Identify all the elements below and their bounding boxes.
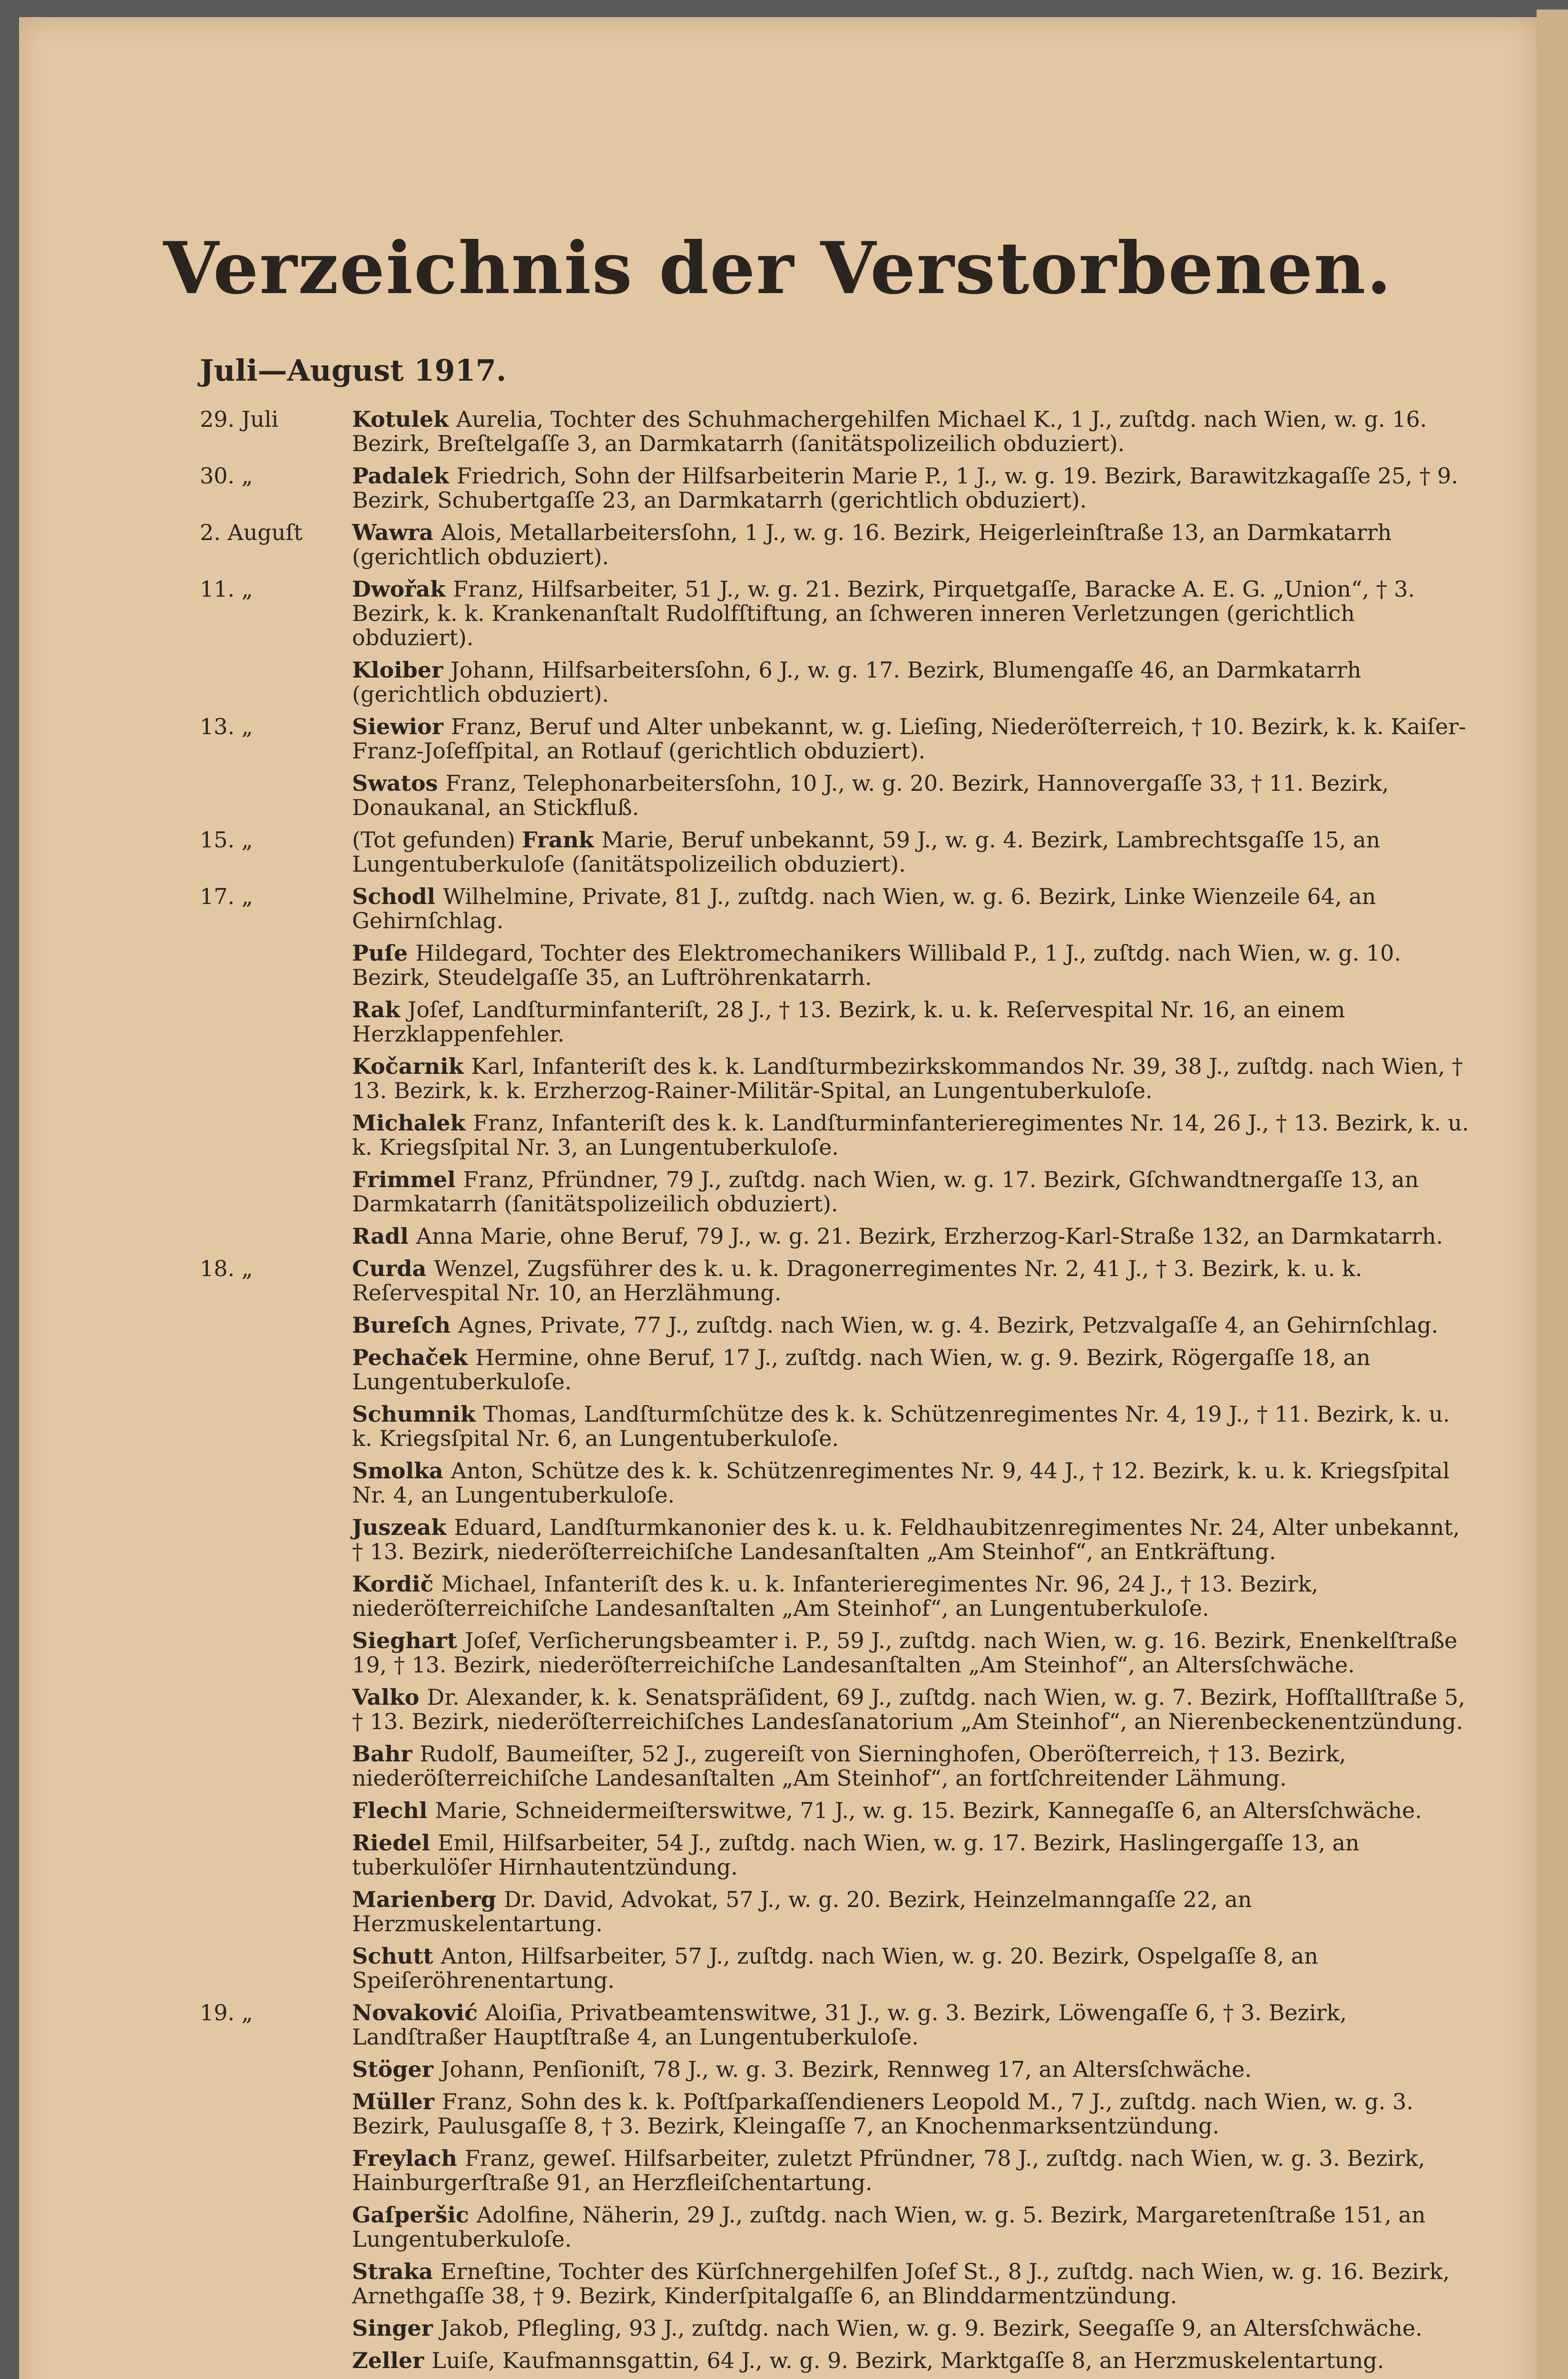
entry-text	[347, 1831, 1475, 1879]
entry-text	[347, 2001, 1475, 2049]
register-entry	[200, 2316, 1475, 2340]
entry-text	[347, 658, 1475, 707]
document-page	[19, 17, 1537, 2379]
entry-text	[347, 2203, 1475, 2251]
entry-details: Emil, Hilfsarbeiter, 54 J., zuſtdg. nach Wien, w. g. 17. Bezirk, Haslingergaſſe 13, an tuberkulöſer Hirnhautentzündung.	[352, 1830, 1360, 1880]
entry-details: Joſef, Verſicherungsbeamter i. P., 59 J., zuſtdg. nach Wien, w. g. 16. Bezirk, Enenkelſtraße 19, † 13. Bezirk, niederöſterreichiſche Landesanſtalten „Am Steinhof“, an Altersſchwäche.	[352, 1628, 1458, 1678]
entry-date: 15. „	[200, 827, 253, 853]
register-entry	[200, 521, 1475, 569]
entry-date: 17. „	[200, 884, 253, 909]
entry-text	[347, 771, 1475, 820]
register-entry	[200, 1313, 1475, 1337]
register-entry	[200, 658, 1475, 707]
deceased-surname: Dwořak	[352, 576, 446, 602]
register-entry	[200, 1799, 1475, 1823]
deceased-surname: Kotulek	[352, 406, 449, 432]
register-entry	[200, 1685, 1475, 1734]
deceased-surname: Riedel	[352, 1830, 430, 1856]
register-entry	[200, 2146, 1475, 2195]
deceased-surname: Bureſch	[352, 1312, 451, 1338]
entry-date: 11. „	[200, 576, 253, 602]
deceased-surname: Valko	[352, 1684, 420, 1710]
deceased-surname: Padalek	[352, 463, 449, 489]
register-entry	[200, 1515, 1475, 1564]
entry-details: Franz, Infanteriſt des k. k. Landſturminfanterieregimentes Nr. 14, 26 J., † 13. Bezirk, k. u. k. Kriegsſpital Nr. 3, an Lungentuberkuloſe.	[352, 1110, 1469, 1160]
entry-details: Franz, Sohn des k. k. Poſtſparkaſſendieners Leopold M., 7 J., zuſtdg. nach Wien, w. g. 3. Bezirk, Paulusgaſſe 8, † 3. Bezirk, Kleingaſſe 7, an Knochenmarksentzündung.	[352, 2089, 1413, 2139]
deceased-surname: Frank	[522, 827, 594, 853]
deceased-surname: Wawra	[352, 520, 434, 545]
register-entry	[200, 577, 1475, 650]
entry-text	[347, 577, 1475, 650]
register-entry	[200, 1257, 1475, 1305]
entry-details: Hermine, ohne Beruf, 17 J., zuſtdg. nach Wien, w. g. 9. Bezirk, Rögergaſſe 18, an Lungentuberkuloſe.	[352, 1345, 1371, 1395]
entry-text	[347, 2057, 1475, 2082]
deceased-surname: Smolka	[352, 1458, 443, 1484]
deceased-surname: Marienberg	[352, 1887, 496, 1912]
entry-text	[347, 407, 1475, 456]
deceased-surname: Gaſperšic	[352, 2202, 469, 2228]
entry-text	[347, 998, 1475, 1046]
entry-details: Friedrich, Sohn der Hilfsarbeiterin Marie P., 1 J., w. g. 19. Bezirk, Barawitzkagaſſe 25, † 9. Bezirk, Schubertgaſſe 23, an Darmkatarrh (gerichtlich obduziert).	[352, 463, 1459, 513]
deceased-surname: Straka	[352, 2259, 433, 2284]
entry-details: Franz, geweſ. Hilfsarbeiter, zuletzt Pfründner, 78 J., zuſtdg. nach Wien, w. g. 3. Bezirk, Hainburgerſtraße 91, an Herzfleiſchentartung.	[352, 2145, 1425, 2195]
entry-details: Franz, Telephonarbeitersſohn, 10 J., w. g. 20. Bezirk, Hannovergaſſe 33, † 11. Bezirk, Donaukanal, an Stickfluß.	[352, 770, 1389, 820]
entry-date: 13. „	[200, 714, 253, 739]
entry-text	[347, 1572, 1475, 1621]
register-entry	[200, 407, 1475, 456]
entry-details: Rudolf, Baumeiſter, 52 J., zugereiſt von Sierninghofen, Oberöſterreich, † 13. Bezirk, niederöſterreichiſche Landesanſtalten „Am Steinhof“, an fortſchreitender Lähmung.	[352, 1741, 1346, 1791]
entry-details: Adolfine, Näherin, 29 J., zuſtdg. nach Wien, w. g. 5. Bezirk, Margaretenſtraße 151, an Lungentuberkuloſe.	[352, 2202, 1426, 2252]
deceased-surname: Novaković	[352, 2000, 478, 2025]
deceased-surname: Kordič	[352, 1571, 434, 1597]
entry-text	[347, 1257, 1475, 1305]
entry-details: Franz, Hilfsarbeiter, 51 J., w. g. 21. Bezirk, Pirquetgaſſe, Baracke A. E. G. „Union“, † 3. Bezirk, k. k. Krankenanſtalt Rudolfſtiftung, an ſchweren inneren Verletzungen (gerichtlich obduziert).	[352, 576, 1415, 650]
entry-details: Luiſe, Kaufmannsgattin, 64 J., w. g. 9. Bezirk, Marktgaſſe 8, an Herzmuskelentartung.	[431, 2348, 1384, 2373]
entry-details: Dr. David, Advokat, 57 J., w. g. 20. Bezirk, Heinzelmanngaſſe 22, an Herzmuskelentartung.	[352, 1887, 1252, 1937]
deceased-surname: Zeller	[352, 2348, 424, 2373]
entry-text	[347, 1799, 1475, 1823]
entry-date: 2. Auguſt	[200, 520, 303, 545]
entry-text	[347, 2260, 1475, 2308]
entry-details: Alois, Metallarbeitersſohn, 1 J., w. g. 16. Bezirk, Heigerleinſtraße 13, an Darmkatarrh (gerichtlich obduziert).	[352, 520, 1392, 570]
entry-text	[347, 1629, 1475, 1677]
register-entry	[200, 1168, 1475, 1216]
entry-text	[347, 715, 1475, 763]
register-entry	[200, 1054, 1475, 1103]
death-register-list	[200, 407, 1475, 2379]
entry-date: 29. Juli	[200, 406, 279, 432]
entry-text	[347, 464, 1475, 512]
entry-text	[347, 1402, 1475, 1451]
register-entry	[200, 2203, 1475, 2251]
register-entry	[200, 885, 1475, 933]
register-entry	[200, 828, 1475, 876]
register-entry	[200, 2260, 1475, 2308]
register-entry	[200, 1831, 1475, 1879]
document-title: Verzeichnis der Verstorbenen.	[163, 226, 1392, 310]
deceased-surname: Siewior	[352, 714, 443, 739]
deceased-surname: Swatos	[352, 770, 438, 796]
entry-text	[347, 828, 1475, 876]
entry-text	[347, 1515, 1475, 1564]
entry-prefix: (Tot gefunden)	[352, 827, 516, 853]
entry-details: Agnes, Private, 77 J., zuſtdg. nach Wien, w. g. 4. Bezirk, Petzvalgaſſe 4, an Gehirnſchlag.	[458, 1312, 1439, 1338]
entry-text	[347, 941, 1475, 990]
deceased-surname: Flechl	[352, 1798, 428, 1823]
entry-text	[347, 2349, 1475, 2373]
entry-text	[347, 1224, 1475, 1248]
entry-text	[347, 1459, 1475, 1507]
entry-text	[347, 1742, 1475, 1790]
entry-details: Anna Marie, ohne Beruf, 79 J., w. g. 21. Bezirk, Erzherzog-Karl-Straße 132, an Darmkatarrh.	[416, 1223, 1443, 1249]
register-entry	[200, 1459, 1475, 1507]
deceased-surname: Radl	[352, 1223, 409, 1249]
deceased-surname: Kloiber	[352, 657, 443, 683]
register-entry	[200, 1111, 1475, 1160]
deceased-surname: Schodl	[352, 884, 435, 909]
entry-details: Anton, Schütze des k. k. Schützenregimentes Nr. 9, 44 J., † 12. Bezirk, k. u. k. Kriegsſpital Nr. 4, an Lungentuberkuloſe.	[352, 1458, 1450, 1508]
register-entry	[200, 1224, 1475, 1248]
register-entry	[200, 1887, 1475, 1936]
deceased-surname: Sieghart	[352, 1628, 457, 1653]
entry-text	[347, 521, 1475, 569]
register-entry	[200, 2349, 1475, 2373]
deceased-surname: Stöger	[352, 2056, 433, 2082]
entry-details: Aurelia, Tochter des Schuhmachergehilfen Michael K., 1 J., zuſtdg. nach Wien, w. g. 16. Bezirk, Breſtelgaſſe 3, an Darmkatarrh (ſanitätspolizeilich obduziert).	[352, 406, 1427, 456]
entry-date: 18. „	[200, 1256, 253, 1281]
entry-details: Michael, Infanteriſt des k. u. k. Infanterieregimentes Nr. 96, 24 J., † 13. Bezirk, niederöſterreichiſche Landesanſtalten „Am Steinhof“, an Lungentuberkuloſe.	[352, 1571, 1319, 1621]
entry-details: Franz, Beruf und Alter unbekannt, w. g. Lieſing, Niederöſterreich, † 10. Bezirk, k. k. Kaiſer-Franz-Joſefſpital, an Rotlauf (gerichtlich obduziert).	[352, 714, 1466, 764]
register-entry	[200, 1346, 1475, 1394]
entry-details: Marie, Beruf unbekannt, 59 J., w. g. 4. Bezirk, Lambrechtsgaſſe 15, an Lungentuberkuloſe (ſanitätspolizeilich obduziert).	[352, 827, 1381, 877]
entry-details: Johann, Penſioniſt, 78 J., w. g. 3. Bezirk, Rennweg 17, an Altersſchwäche.	[441, 2056, 1252, 2082]
period-heading: Juli—August 1917.	[200, 353, 507, 388]
entry-date: 30. „	[200, 463, 253, 489]
entry-text	[347, 1887, 1475, 1936]
entry-details: Eduard, Landſturmkanonier des k. u. k. Feldhaubitzenregimentes Nr. 24, Alter unbekannt, † 13. Bezirk, niederöſterreichiſche Landesanſtalten „Am Steinhof“, an Entkräftung.	[352, 1514, 1460, 1564]
entry-details: Aloiſia, Privatbeamtenswitwe, 31 J., w. g. 3. Bezirk, Löwengaſſe 6, † 3. Bezirk, Landſtraßer Hauptſtraße 4, an Lungentuberkuloſe.	[352, 2000, 1347, 2050]
deceased-surname: Singer	[352, 2315, 433, 2341]
entry-details: Karl, Infanteriſt des k. k. Landſturmbezirkskommandos Nr. 39, 38 J., zuſtdg. nach Wien, † 13. Bezirk, k. k. Erzherzog-Rainer-Militär-Spital, an Lungentuberkuloſe.	[352, 1053, 1463, 1103]
register-entry	[200, 1402, 1475, 1451]
deceased-surname: Puſe	[352, 940, 408, 966]
entry-text	[347, 2146, 1475, 2195]
entry-details: Wenzel, Zugsführer des k. u. k. Dragonerregimentes Nr. 2, 41 J., † 3. Bezirk, k. u. k. Reſervespital Nr. 10, an Herzlähmung.	[352, 1256, 1362, 1306]
deceased-surname: Müller	[352, 2089, 434, 2114]
deceased-surname: Frimmel	[352, 1167, 456, 1192]
register-entry	[200, 2057, 1475, 2082]
entry-text	[347, 1346, 1475, 1394]
deceased-surname: Schutt	[352, 1943, 433, 1969]
entry-text	[347, 1111, 1475, 1160]
deceased-surname: Pechaček	[352, 1345, 468, 1370]
deceased-surname: Schumnik	[352, 1401, 476, 1427]
entry-text	[347, 885, 1475, 933]
entry-text	[347, 1944, 1475, 1993]
deceased-surname: Juszeak	[352, 1514, 447, 1540]
adjacent-page-edge	[1537, 10, 1568, 2379]
entry-details: Erneſtine, Tochter des Kürſchnergehilfen Joſef St., 8 J., zuſtdg. nach Wien, w. g. 16. Bezirk, Arnethgaſſe 38, † 9. Bezirk, Kinderſpitalgaſſe 6, an Blinddarmentzündung.	[352, 2259, 1450, 2309]
register-entry	[200, 2001, 1475, 2049]
register-entry	[200, 1629, 1475, 1677]
register-entry	[200, 715, 1475, 763]
register-entry	[200, 1944, 1475, 1993]
deceased-surname: Curda	[352, 1256, 427, 1281]
entry-text	[347, 2316, 1475, 2340]
entry-text	[347, 1054, 1475, 1103]
register-entry	[200, 998, 1475, 1046]
entry-details: Wilhelmine, Private, 81 J., zuſtdg. nach Wien, w. g. 6. Bezirk, Linke Wienzeile 64, an Gehirnſchlag.	[352, 884, 1376, 934]
entry-text	[347, 1168, 1475, 1216]
deceased-surname: Michalek	[352, 1110, 466, 1136]
entry-text	[347, 1313, 1475, 1337]
entry-details: Johann, Hilfsarbeitersſohn, 6 J., w. g. 17. Bezirk, Blumengaſſe 46, an Darmkatarrh (gerichtlich obduziert).	[352, 657, 1362, 707]
entry-text	[347, 2090, 1475, 2138]
entry-date: 19. „	[200, 2000, 253, 2025]
register-entry	[200, 771, 1475, 820]
entry-details: Jakob, Pflegling, 93 J., zuſtdg. nach Wien, w. g. 9. Bezirk, Seegaſſe 9, an Altersſchwäche.	[440, 2315, 1422, 2341]
register-entry	[200, 941, 1475, 990]
entry-details: Anton, Hilfsarbeiter, 57 J., zuſtdg. nach Wien, w. g. 20. Bezirk, Ospelgaſſe 8, an Speiſeröhrenentartung.	[352, 1943, 1318, 1993]
register-entry	[200, 464, 1475, 512]
deceased-surname: Kočarnik	[352, 1053, 464, 1079]
register-entry	[200, 1742, 1475, 1790]
entry-details: Dr. Alexander, k. k. Senatspräſident, 69 J., zuſtdg. nach Wien, w. g. 7. Bezirk, Hofſtallſtraße 5, † 13. Bezirk, niederöſterreichiſches Landesſanatorium „Am Steinhof“, an Nierenbeckenentzündung.	[352, 1684, 1465, 1734]
register-entry	[200, 1572, 1475, 1621]
entry-details: Marie, Schneidermeiſterswitwe, 71 J., w. g. 15. Bezirk, Kannegaſſe 6, an Altersſchwäche.	[435, 1798, 1422, 1823]
entry-details: Joſef, Landſturminfanteriſt, 28 J., † 13. Bezirk, k. u. k. Reſervespital Nr. 16, an einem Herzklappenfehler.	[352, 997, 1345, 1047]
deceased-surname: Bahr	[352, 1741, 412, 1767]
entry-details: Franz, Pfründner, 79 J., zuſtdg. nach Wien, w. g. 17. Bezirk, Gſchwandtnergaſſe 13, an Darmkatarrh (ſanitätspolizeilich obduziert).	[352, 1167, 1419, 1217]
deceased-surname: Rak	[352, 997, 400, 1022]
entry-details: Hildegard, Tochter des Elektromechanikers Willibald P., 1 J., zuſtdg. nach Wien, w. g. 10. Bezirk, Steudelgaſſe 35, an Luftröhrenkatarrh.	[352, 940, 1401, 990]
deceased-surname: Freylach	[352, 2145, 457, 2171]
register-entry	[200, 2090, 1475, 2138]
entry-details: Thomas, Landſturmſchütze des k. k. Schützenregimentes Nr. 4, 19 J., † 11. Bezirk, k. u. k. Kriegsſpital Nr. 6, an Lungentuberkuloſe.	[352, 1401, 1450, 1451]
entry-text	[347, 1685, 1475, 1734]
